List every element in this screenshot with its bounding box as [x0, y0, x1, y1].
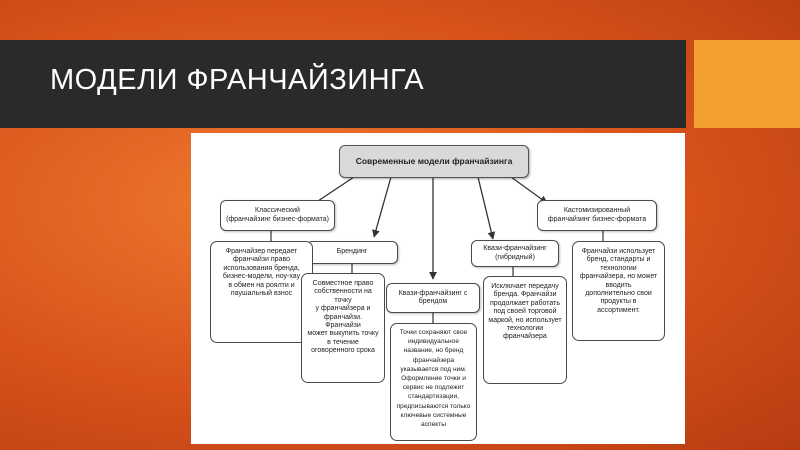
desc-custom-line-1: Франчайзи использует	[581, 248, 656, 255]
node-custom	[537, 200, 657, 231]
desc-quasi-hybrid-line-6: технологии	[506, 325, 544, 333]
node-branding-line-1: Брендинг	[336, 248, 368, 256]
node-quasi-hybrid-line-2: (гибридный)	[495, 253, 535, 261]
desc-quasi-hybrid-line-3: продолжает работать	[490, 299, 560, 307]
desc-quasi-brand-line-10: ключевые системные	[400, 411, 467, 419]
desc-classic	[210, 241, 313, 343]
desc-classic-line-1: Франчайзер передает	[225, 248, 298, 255]
desc-classic-line-4: бизнес-модели, ноу-хау	[222, 273, 301, 281]
arrow-to-quasi-hybrid	[478, 177, 493, 239]
desc-quasi-brand-line-9: предписываются только	[396, 402, 471, 410]
slide-title: МОДЕЛИ ФРАНЧАЙЗИНГА	[50, 64, 425, 96]
desc-branding-line-1: Совместное право	[312, 280, 374, 287]
desc-quasi-hybrid-line-1: Исключает передачу	[491, 283, 559, 290]
desc-quasi-brand-line-11: аспекты	[421, 421, 446, 429]
node-quasi-hybrid	[471, 240, 559, 267]
accent-block	[694, 40, 800, 128]
desc-branding-line-3: у франчайзера и	[315, 305, 371, 313]
desc-branding-line-7: оговоренного срока	[311, 347, 375, 355]
desc-classic-line-3: использования бренда,	[223, 264, 300, 272]
desc-quasi-hybrid	[483, 276, 567, 384]
desc-custom	[572, 241, 665, 341]
desc-quasi-brand-line-7: сервис не подлежит	[402, 384, 465, 392]
desc-classic-line-5: в обмен на роялти и	[228, 281, 295, 289]
node-custom-line-2: франчайзинг бизнес-формата	[547, 215, 647, 223]
node-quasi-brand	[386, 283, 480, 313]
desc-custom-line-6: дополнительно свои	[585, 290, 652, 298]
desc-custom-line-5: вводить	[605, 281, 632, 289]
desc-quasi-brand-line-5: указывается под ним.	[400, 365, 467, 373]
desc-quasi-brand-line-6: Оформление точки и	[401, 375, 466, 383]
desc-branding-line-5: может выкупить точку	[307, 330, 379, 338]
desc-branding-line-4: франчайзи. Франчайзи	[324, 313, 362, 330]
desc-classic-line-2: франчайзи право	[232, 256, 291, 264]
desc-custom-line-2: бренд, стандарты и	[586, 256, 651, 264]
desc-custom-line-3: технологии	[600, 264, 637, 272]
node-quasi-brand-line-2: брендом	[418, 298, 448, 305]
node-quasi-hybrid-line-1: Квази-франчайзинг	[483, 245, 547, 253]
diagram-panel	[191, 133, 685, 444]
node-classic-line-1: Классический	[255, 207, 300, 215]
node-classic-line-2: (франчайзинг бизнес-формата)	[226, 215, 329, 223]
root-node	[339, 145, 529, 178]
node-quasi-brand-line-1: Квази-франчайзинг с	[398, 289, 468, 297]
desc-quasi-brand-line-3: название, но бренд	[403, 347, 464, 355]
desc-classic-line-6: паушальный взнос	[230, 290, 293, 298]
desc-custom-line-7: продукты в	[600, 298, 637, 306]
desc-quasi-hybrid-line-5: маркой, но использует	[488, 316, 562, 324]
desc-quasi-hybrid-line-2: бренда. Франчайзи	[493, 291, 557, 299]
node-branding	[306, 241, 398, 264]
node-classic	[220, 200, 335, 231]
desc-branding-line-6: в течение	[327, 338, 359, 346]
root-label: Современные модели франчайзинга	[355, 156, 513, 167]
desc-branding	[301, 273, 385, 383]
desc-quasi-brand-line-2: индивидуальное	[407, 338, 460, 346]
desc-quasi-brand-line-1: Точки сохраняют свое	[399, 329, 468, 336]
arrow-to-branding	[374, 177, 391, 237]
desc-quasi-brand-line-4: франчайзера	[412, 356, 455, 364]
desc-custom-line-4: франчайзера, но может	[579, 273, 658, 281]
desc-branding-line-2: собственности на точку	[314, 288, 372, 304]
desc-custom-line-8: ассортимент.	[597, 306, 640, 314]
node-custom-line-1: Кастомизированный	[563, 207, 631, 215]
desc-quasi-hybrid-line-4: под своей торговой	[493, 308, 557, 316]
desc-quasi-hybrid-line-7: франчайзера	[503, 333, 547, 341]
desc-quasi-brand-line-8: стандартизации,	[408, 393, 459, 401]
desc-quasi-brand	[390, 323, 477, 441]
